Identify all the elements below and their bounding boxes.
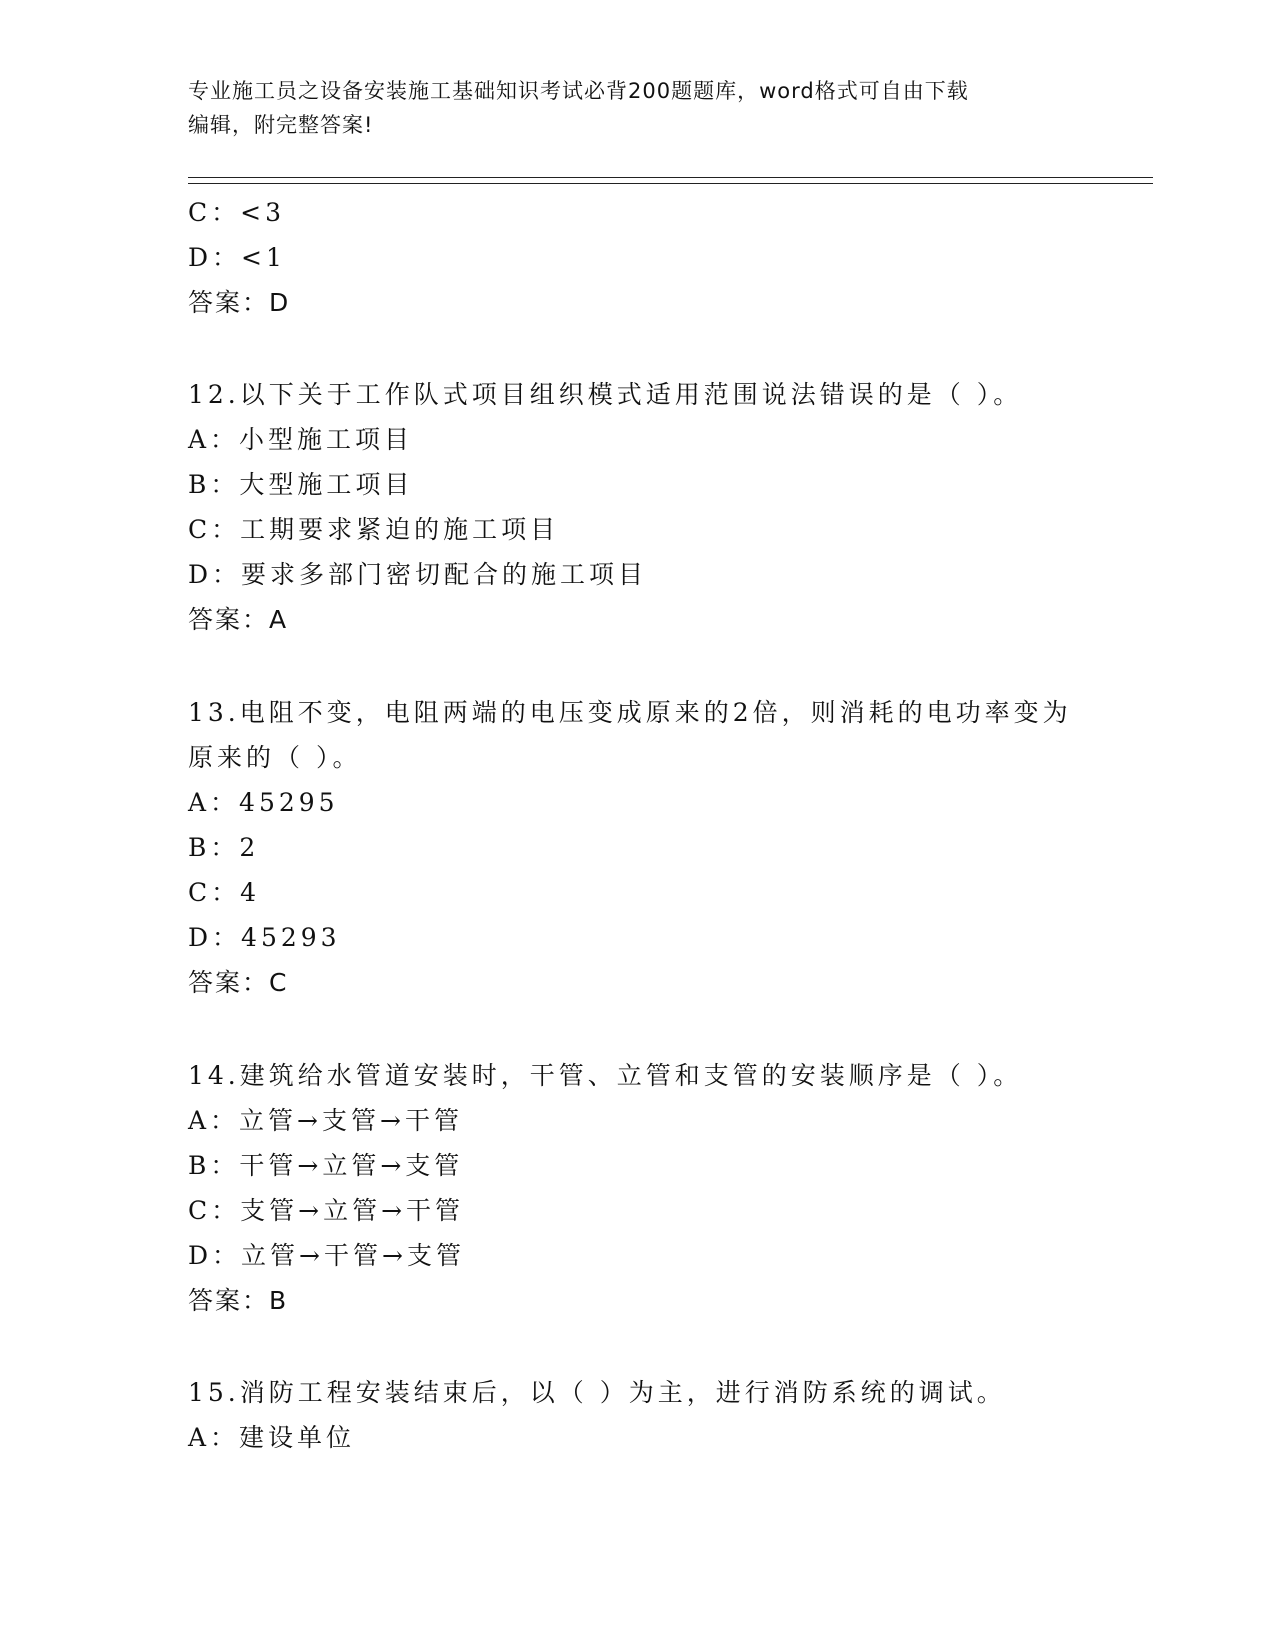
q11-option-d: D：<1 [188, 243, 286, 272]
document-header [188, 74, 1068, 142]
q12-option-a: A：小型施工项目 [188, 425, 414, 454]
header-title-line-1: 专业施工员之设备安装施工基础知识考试必背200题题库，word格式可自由下载 [188, 79, 969, 103]
q11-option-c: C：<3 [188, 198, 285, 227]
q14-question: 14.建筑给水管道安装时，干管、立管和支管的安装顺序是（ ）。 [188, 1061, 1023, 1090]
q14-option-b: B：干管→立管→支管 [188, 1151, 464, 1180]
header-divider-bottom [188, 183, 1153, 184]
q15-question: 15.消防工程安装结束后，以（ ）为主，进行消防系统的调试。 [188, 1378, 1006, 1407]
q11-answer: 答案：D [188, 288, 291, 317]
q12-option-b: B：大型施工项目 [188, 470, 414, 499]
q14-option-a: A：立管→支管→干管 [188, 1106, 463, 1135]
q13-answer: 答案：C [188, 968, 289, 997]
header-divider-top [188, 177, 1153, 178]
q13-option-b: B：2 [188, 833, 260, 862]
q13-option-d: D：45293 [188, 923, 341, 952]
header-title-line-2: 编辑，附完整答案! [188, 113, 374, 137]
q13-question-line-2: 原来的（ ）。 [188, 743, 362, 772]
q15-option-a: A：建设单位 [188, 1423, 356, 1452]
q13-option-c: C：4 [188, 878, 261, 907]
q14-answer: 答案：B [188, 1286, 289, 1315]
q13-option-a: A：45295 [188, 788, 339, 817]
q14-option-c: C：支管→立管→干管 [188, 1196, 465, 1225]
q12-option-d: D：要求多部门密切配合的施工项目 [188, 560, 648, 589]
q12-option-c: C：工期要求紧迫的施工项目 [188, 515, 560, 544]
q12-answer: 答案：A [188, 605, 289, 634]
q12-question: 12.以下关于工作队式项目组织模式适用范围说法错误的是（ ）。 [188, 380, 1023, 409]
q14-option-d: D：立管→干管→支管 [188, 1241, 465, 1270]
q13-question-line-1: 13.电阻不变，电阻两端的电压变成原来的2倍，则消耗的电功率变为 [188, 698, 1072, 727]
